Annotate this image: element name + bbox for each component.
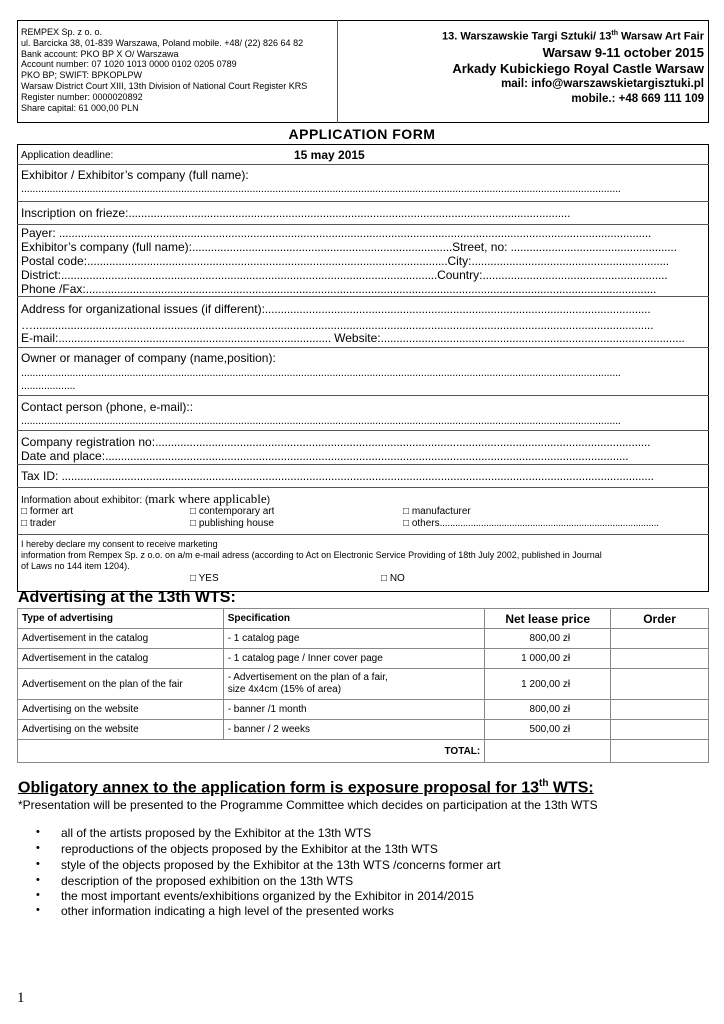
consent-line: information from Rempex Sp. z o.o. on a/m e-mail adress (according to Act on Electronic Service Providing of 18th July 2002, published in Journal xyxy=(21,550,602,560)
exhibitor-label: Exhibitor / Exhibitor’s company (full name): xyxy=(21,168,249,182)
postal-row[interactable]: Postal code:...................................................................................................................City:............................................................... xyxy=(21,254,669,268)
annex-bullet: • xyxy=(36,874,40,886)
cell-type: Advertisement on the plan of the fair xyxy=(18,669,224,700)
phone-label: Phone /Fax: xyxy=(21,282,86,296)
row-separator xyxy=(17,430,709,431)
company-line: Warsaw District Court XIII, 13th Division of National Court Register KRS xyxy=(21,80,308,91)
row-separator xyxy=(17,296,709,297)
header-type: Type of advertising xyxy=(18,609,224,629)
annex-bullet: • xyxy=(36,826,40,838)
page-number: 1 xyxy=(17,990,25,1006)
annex-bullet: • xyxy=(36,842,40,854)
payer-label: Payer: xyxy=(21,226,56,240)
info-hint: mark where applicable xyxy=(148,491,267,506)
total-label: TOTAL: xyxy=(223,740,485,763)
cell-type: Advertisement in the catalog xyxy=(18,649,224,669)
cell-order[interactable] xyxy=(611,649,709,669)
option-publishing-house[interactable]: □ publishing house xyxy=(190,518,274,529)
cell-price: 1 200,00 zł xyxy=(485,669,611,700)
table-header-row xyxy=(18,609,709,629)
exhibitor-field[interactable]: .................................................................................................................................................................................................................. xyxy=(21,183,621,195)
consent-line: I hereby declare my consent to receive marketing xyxy=(21,539,218,549)
inscription-label: Inscription on frieze: xyxy=(21,206,129,220)
row-separator xyxy=(17,395,709,396)
option-others-row[interactable]: □ others..................................................................................... xyxy=(403,518,659,529)
website-label: Website: xyxy=(334,331,381,345)
deadline-value: 15 may 2015 xyxy=(294,148,365,162)
option-others: □ others xyxy=(403,518,440,529)
district-row[interactable]: District:........................................................................................................................Country:........................................................... xyxy=(21,268,668,282)
total-order[interactable] xyxy=(611,740,709,763)
deadline-label: Application deadline: xyxy=(21,150,114,161)
fair-title-sup: th xyxy=(611,30,618,37)
contact-field[interactable]: .................................................................................................................................................................................................................. xyxy=(21,415,621,427)
row-separator xyxy=(17,464,709,465)
annex-heading-post: WTS: xyxy=(548,779,594,797)
advertising-heading: Advertising at the 13th WTS: xyxy=(18,589,236,606)
annex-item: style of the objects proposed by the Exhibitor at the 13th WTS /concerns former art xyxy=(61,858,501,872)
cell-order[interactable] xyxy=(611,669,709,700)
info-label: Information about exhibitor: ( xyxy=(21,495,149,506)
annex-heading-sup: th xyxy=(538,778,549,789)
company-line: Bank account: PKO BP X O/ Warszawa xyxy=(21,48,179,59)
table-row xyxy=(18,649,709,669)
fair-info xyxy=(442,26,704,107)
header-price: Net lease price xyxy=(485,609,611,629)
tax-label: Tax ID: xyxy=(21,469,59,483)
company-line: PKO BP; SWIFT: BPKOPLPW xyxy=(21,70,143,81)
annex-bullet: • xyxy=(36,904,40,916)
option-contemporary-art[interactable]: □ contemporary art xyxy=(190,506,275,517)
table-row xyxy=(18,669,709,700)
postal-label: Postal code: xyxy=(21,254,88,268)
fair-mobile: mobile.: +48 669 111 109 xyxy=(571,92,704,105)
country-label: Country: xyxy=(437,268,483,282)
annex-bullet: • xyxy=(36,889,40,901)
tax-row[interactable]: Tax ID: ............................................................................................................................................................................................. xyxy=(21,469,654,483)
address-field[interactable]: …...................................................................................................................................................................................................... xyxy=(21,318,654,332)
company-line: REMPEX Sp. z o. o. xyxy=(21,27,103,37)
consent-text xyxy=(21,539,602,572)
cell-price: 500,00 zł xyxy=(485,720,611,740)
header-order: Order xyxy=(611,609,709,629)
address-label: Address for organizational issues (if different): xyxy=(21,302,265,316)
fair-mail: mail: info@warszawskietargisztuki.pl xyxy=(501,77,704,90)
cell-order[interactable] xyxy=(611,720,709,740)
form-title: APPLICATION FORM xyxy=(288,126,436,142)
registration-row[interactable]: Company registration no:.............................................................................................................................................................. xyxy=(21,435,651,449)
row-separator xyxy=(17,224,709,225)
cell-spec-line: - Advertisement on the plan of a fair, xyxy=(227,672,388,683)
cell-spec xyxy=(223,669,485,700)
owner-field[interactable]: .................................................................................................................................................................................................................. xyxy=(21,367,621,379)
cell-order[interactable] xyxy=(611,629,709,649)
email-row[interactable]: E-mail:....................................................................................... Website:................................................................................................. xyxy=(21,331,685,345)
row-separator xyxy=(17,201,709,202)
payer-row[interactable]: Payer: ............................................................................................................................................................................................. xyxy=(21,226,652,240)
company-line: Share capital: 61 000,00 PLN xyxy=(21,102,139,113)
cell-type: Advertising on the website xyxy=(18,700,224,720)
cell-empty xyxy=(18,740,224,763)
district-label: District: xyxy=(21,268,61,282)
header-spec: Specification xyxy=(223,609,485,629)
table-row xyxy=(18,700,709,720)
annex-bullet: • xyxy=(36,858,40,870)
consent-no[interactable]: □ NO xyxy=(381,573,405,584)
company-info xyxy=(21,27,307,113)
fair-title-pre: 13. Warszawskie Targi Sztuki/ 13 xyxy=(442,30,612,43)
cell-spec-line: size 4x4cm (15% of area) xyxy=(227,684,342,695)
table-row xyxy=(18,720,709,740)
annex-note: *Presentation will be presented to the Programme Committee which decides on participation at the 13th WTS xyxy=(18,798,598,812)
inscription-field[interactable]: ............................................................................................................................................. xyxy=(128,206,571,220)
fair-title-post: Warsaw Art Fair xyxy=(618,30,704,43)
consent-yes[interactable]: □ YES xyxy=(190,573,219,584)
header-divider xyxy=(337,20,338,123)
address-row[interactable]: Address for organizational issues (if different):........................................................................................................................... xyxy=(21,302,651,316)
annex-item: all of the artists proposed by the Exhibitor at the 13th WTS xyxy=(61,826,372,840)
phone-row[interactable]: Phone /Fax:...................................................................................................................................................................................... xyxy=(21,282,657,296)
annex-item: the most important events/exhibitions organized by the Exhibitor in 2014/2015 xyxy=(61,889,474,903)
cell-spec: - banner / 2 weeks xyxy=(223,720,485,740)
info-row xyxy=(21,491,270,507)
owner-label: Owner or manager of company (name,position): xyxy=(21,351,276,365)
row-separator xyxy=(17,347,709,348)
row-separator xyxy=(17,164,709,165)
cell-price: 800,00 zł xyxy=(485,700,611,720)
annex-item: reproductions of the objects proposed by the Exhibitor at the 13th WTS xyxy=(61,842,438,856)
cell-price: 800,00 zł xyxy=(485,629,611,649)
email-label: E-mail: xyxy=(21,331,59,345)
consent-line: of Laws no 144 item 1204). xyxy=(21,561,130,571)
cell-spec: - 1 catalog page xyxy=(223,629,485,649)
city-label: City: xyxy=(447,254,472,268)
company-line: Account number: 07 1020 1013 0000 0102 0205 0789 xyxy=(21,59,237,70)
fair-title xyxy=(442,26,704,45)
row-separator xyxy=(17,487,709,488)
table-row xyxy=(18,629,709,649)
option-manufacturer[interactable]: □ manufacturer xyxy=(403,506,471,517)
cell-type: Advertisement in the catalog xyxy=(18,629,224,649)
fair-dates: Warsaw 9-11 october 2015 xyxy=(542,44,704,60)
contact-label: Contact person (phone, e-mail):: xyxy=(21,400,194,414)
total-value[interactable] xyxy=(485,740,611,763)
table-total-row xyxy=(18,740,709,763)
annex-heading-pre: Obligatory annex to the application form is exposure proposal for 13 xyxy=(18,779,539,797)
payer-company-row[interactable]: Exhibitor’s company (full name):...................................................................................Street, no: ..................................................... xyxy=(21,240,677,254)
annex-item: other information indicating a high level of the presented works xyxy=(61,904,394,918)
cell-spec: - banner /1 month xyxy=(223,700,485,720)
street-label: Street, no: xyxy=(452,240,508,254)
inscription-row[interactable] xyxy=(21,206,699,220)
payer-company-label: Exhibitor’s company (full name): xyxy=(21,240,192,254)
advertising-table xyxy=(17,608,709,763)
cell-spec: - 1 catalog page / Inner cover page xyxy=(223,649,485,669)
fair-venue: Arkady Kubickiego Royal Castle Warsaw xyxy=(452,60,704,76)
registration-label: Company registration no: xyxy=(21,435,156,449)
company-line: Register number: 0000020892 xyxy=(21,91,143,102)
annex-item: description of the proposed exhibition on the 13th WTS xyxy=(61,874,354,888)
annex-heading xyxy=(18,778,594,797)
cell-order[interactable] xyxy=(611,700,709,720)
row-separator xyxy=(17,534,709,535)
company-line: ul. Barcicka 38, 01-839 Warszawa, Poland mobile. +48/ (22) 826 64 82 xyxy=(21,37,304,48)
cell-price: 1 000,00 zł xyxy=(485,649,611,669)
owner-field-2[interactable]: ................... xyxy=(21,380,76,392)
cell-type: Advertising on the website xyxy=(18,720,224,740)
info-close: ) xyxy=(266,495,271,506)
option-trader[interactable]: □ trader xyxy=(21,518,56,529)
date-place-row[interactable]: Date and place:....................................................................................................................................................................... xyxy=(21,449,629,463)
date-place-label: Date and place: xyxy=(21,449,106,463)
option-former-art[interactable]: □ former art xyxy=(21,506,74,517)
